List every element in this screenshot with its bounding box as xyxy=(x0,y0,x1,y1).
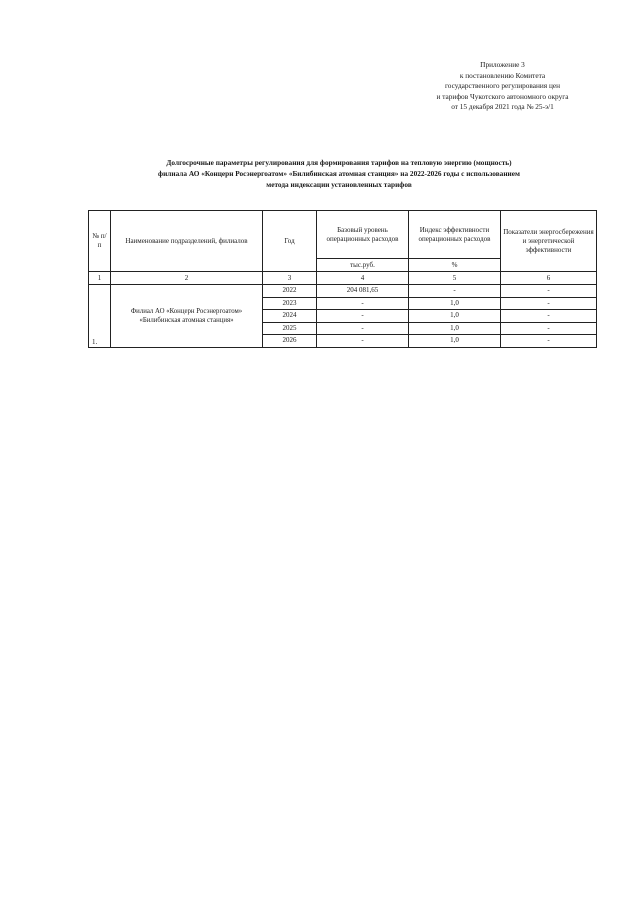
col-number: 6 xyxy=(501,272,597,285)
header-base: Базовый уровень операционных расходов xyxy=(317,211,409,259)
cell-base: - xyxy=(317,322,409,335)
cell-energy: - xyxy=(501,310,597,323)
cell-index: - xyxy=(409,285,501,298)
col-number: 3 xyxy=(263,272,317,285)
cell-index: 1,0 xyxy=(409,310,501,323)
cell-base: - xyxy=(317,335,409,348)
parameters-table xyxy=(88,210,597,348)
cell-base: 204 081,65 xyxy=(317,285,409,298)
cell-index: 1,0 xyxy=(409,335,501,348)
cell-base: - xyxy=(317,297,409,310)
appendix-line: к постановлению Комитета xyxy=(459,70,546,80)
table-header-row xyxy=(89,211,597,259)
document-title xyxy=(62,157,616,190)
cell-year: 2026 xyxy=(263,335,317,348)
cell-energy: - xyxy=(501,297,597,310)
cell-index: 1,0 xyxy=(409,322,501,335)
col-number: 5 xyxy=(409,272,501,285)
appendix-line: от 15 декабря 2021 года № 25-э/1 xyxy=(451,102,554,112)
cell-index: 1,0 xyxy=(409,297,501,310)
cell-year: 2022 xyxy=(263,285,317,298)
title-line: филиала АО «Концерн Росэнергоатом» «Билибинская атомная станция» на 2022-2026 годы с использованием xyxy=(158,169,520,178)
entity-num: 1. xyxy=(89,285,111,348)
cell-base: - xyxy=(317,310,409,323)
column-number-row xyxy=(89,272,597,285)
cell-energy: - xyxy=(501,285,597,298)
header-name: Наименование подразделений, филиалов xyxy=(111,211,263,272)
unit-index: % xyxy=(409,259,501,272)
header-energy: Показатели энергосбережения и энергетической эффективности xyxy=(501,211,597,272)
cell-energy: - xyxy=(501,335,597,348)
appendix-line: Приложение 3 xyxy=(480,60,525,69)
appendix-line: государственного регулирования цен xyxy=(444,81,561,91)
table-row xyxy=(89,285,597,298)
unit-base: тыс.руб. xyxy=(317,259,409,272)
col-number: 1 xyxy=(89,272,111,285)
appendix-block xyxy=(400,60,605,113)
cell-year: 2024 xyxy=(263,310,317,323)
header-year: Год xyxy=(263,211,317,272)
header-index: Индекс эффективности операционных расходов xyxy=(409,211,501,259)
appendix-line: и тарифов Чукотского автономного округа xyxy=(436,91,569,101)
title-line: Долгосрочные параметры регулирования для формирования тарифов на тепловую энергию (мощность) xyxy=(166,158,512,167)
cell-year: 2023 xyxy=(263,297,317,310)
title-line: метода индексации установленных тарифов xyxy=(266,180,412,189)
entity-name: Филиал АО «Концерн Росэнергоатом» «Билибинская атомная станция» xyxy=(111,285,263,348)
header-num: № п/п xyxy=(89,211,111,272)
col-number: 4 xyxy=(317,272,409,285)
cell-year: 2025 xyxy=(263,322,317,335)
cell-energy: - xyxy=(501,322,597,335)
col-number: 2 xyxy=(111,272,263,285)
